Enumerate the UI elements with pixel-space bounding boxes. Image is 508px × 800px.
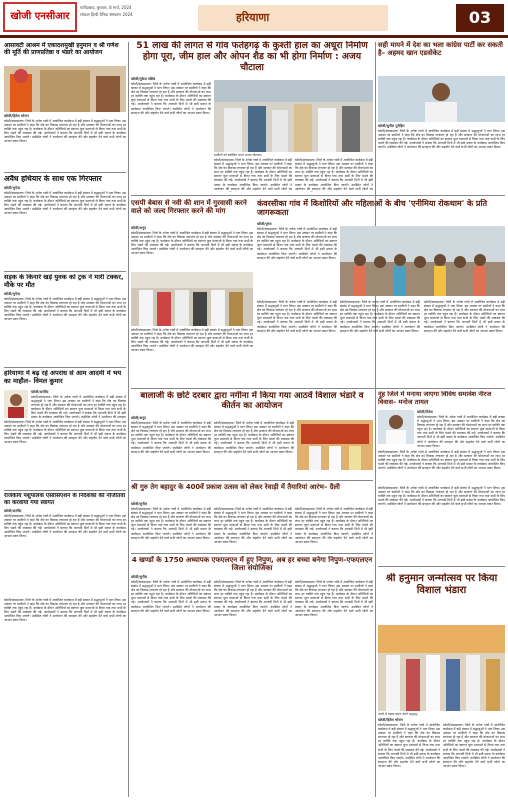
page-number-box: [456, 4, 504, 32]
byline-a1: खोजी/हितेश भोजन: [4, 114, 29, 118]
hanuman-photo: [4, 66, 126, 112]
byline-a11: खोजी/दिनेश: [417, 410, 433, 414]
person-photo: [4, 390, 28, 418]
body-a6: खोजी/संवाददाता। जिले के अनेक गांवों में आयोजित कार्यक्रम में बड़ी संख्या में श्रद्धालुओं ने भाग लिया। इस अवसर पर ग्रामीणों ने कहा कि क्षेत्र का विकास लगातार हो रहा है और सरकार की योजनाओं का लाभ हर व्यक्ति तक पहुंच रहा है। कार्यक्रम के दौरान अतिथियों का स्वागत फूल मालाओं से किया गया तथा सभी के लिए भंडारे की व्यवस्था की गई। आयोजकों ने बताया कि आगामी दिनों में भी इसी प्रकार के कार्यक्रम आयोजित किए जाएंगे। उपस्थित लोगों ने आयोजन की सराहना की और सहयोग देने वाले सभी लोगों का आभार प्रकट किया।: [4, 420, 126, 445]
body-a2-col2: खोजी/संवाददाता। जिले के अनेक गांवों में आयोजित कार्यक्रम में बड़ी संख्या में श्रद्धालुओं ने भाग लिया। इस अवसर पर ग्रामीणों ने कहा कि क्षेत्र का विकास लगातार हो रहा है और सरकार की योजनाओं का लाभ हर व्यक्ति तक पहुंच रहा है। कार्यक्रम के दौरान अतिथियों का स्वागत फूल मालाओं से किया गया तथा सभी के लिए भंडारे की व्यवस्था की गई। आयोजकों ने बताया कि आगामी दिनों में भी इसी प्रकार के कार्यक्रम आयोजित किए जाएंगे। उपस्थित लोगों ने आयोजन की सराहना की और सहयोग देने वाले सभी लोगों का: [214, 158, 292, 191]
body-a14-col2: खोजी/संवाददाता। जिले के अनेक गांवों में आयोजित कार्यक्रम में बड़ी संख्या में श्रद्धालुओं ने भाग लिया। इस अवसर पर ग्रामीणों ने कहा कि क्षेत्र का विकास लगातार हो रहा है और सरकार की योजनाओं का लाभ हर व्यक्ति तक पहुंच रहा है। कार्यक्रम के दौरान अतिथियों का स्वागत फूल मालाओं से किया गया तथा सभी के लिए भंडारे की व्यवस्था की गई। आयोजकों ने बताया कि आगामी दिनों में भी इसी प्रकार के कार्यक्रम आयोजित किए जाएंगे। उपस्थित लोगों ने आयोजन की सराहना की और सहयोग देने वाले सभी लोगों का आभार प्रकट किया।: [443, 723, 505, 768]
headline-a3: सही मायने में देश का भला कांग्रेस पार्टी कर सकती है– अहमद खान एडवोकेट: [378, 41, 503, 58]
headline-a13: 4 खण्डों के 1750 अध्यापक एफएलएन में हुए निपुण, अब हर बच्चा बनेगा निपुण–एफएलएन जिला संयोजिका: [131, 556, 373, 573]
anemia-photo: [340, 226, 505, 296]
column-rule: [128, 42, 129, 597]
masthead-meta: [80, 4, 200, 18]
divider: [4, 172, 126, 173]
body-a9-col1: खोजी/संवाददाता। जिले के अनेक गांवों में आयोजित कार्यक्रम में बड़ी संख्या में श्रद्धालुओं ने भाग लिया। इस अवसर पर ग्रामीणों ने कहा कि क्षेत्र का विकास लगातार हो रहा है और सरकार की योजनाओं का लाभ हर व्यक्ति तक पहुंच रहा है। कार्यक्रम के दौरान अतिथियों का स्वागत फूल मालाओं से किया गया तथा सभी के लिए भंडारे की व्यवस्था की गई। आयोजकों ने बताया कि आगामी दिनों में भी इसी प्रकार के कार्यक्रम आयोजित किए जाएंगे। उपस्थित लोगों ने आयोजन की सराहना की और सहयोग देने वाले सभी लोगों का आभार प्रकट किया।: [257, 227, 337, 260]
page-number: 03: [468, 8, 492, 27]
body-a8: खोजी/संवाददाता। जिले के अनेक गांवों में आयोजित कार्यक्रम में बड़ी संख्या में श्रद्धालुओं ने भाग लिया। इस अवसर पर ग्रामीणों ने कहा कि क्षेत्र का विकास लगातार हो रहा है और सरकार की योजनाओं का लाभ हर व्यक्ति तक पहुंच रहा है। कार्यक्रम के दौरान अतिथियों का स्वागत फूल मालाओं से किया गया तथा सभी के लिए भंडारे की व्यवस्था की गई। आयोजकों ने बताया कि आगामी दिनों में भी इसी प्रकार के कार्यक्रम आयोजित किए जाएंगे। उपस्थित लोगों ने आयोजन की सराहना की और सहयोग देने वाले सभी लोगों का आभार प्रकट किया।: [131, 231, 253, 256]
byline-a2: खोजी/मुकेश वशिष्ठ: [131, 77, 156, 81]
byline-a13: खोजी/सुनील: [131, 575, 148, 579]
bhandara-photo: [378, 625, 505, 711]
headline-a6: हरियाणा में बढ़ रहे अपराध से आम आदमी में भय का माहौल– विमल कुमार: [4, 370, 122, 385]
body-a12-col2: खोजी/संवाददाता। जिले के अनेक गांवों में आयोजित कार्यक्रम में बड़ी संख्या में श्रद्धालुओं ने भाग लिया। इस अवसर पर ग्रामीणों ने कहा कि क्षेत्र का विकास लगातार हो रहा है और सरकार की योजनाओं का लाभ हर व्यक्ति तक पहुंच रहा है। कार्यक्रम के दौरान अतिथियों का स्वागत फूल मालाओं से किया गया तथा सभी के लिए भंडारे की व्यवस्था की गई। आयोजकों ने बताया कि आगामी दिनों में भी इसी प्रकार के कार्यक्रम आयोजित किए जाएंगे। उपस्थित लोगों ने आयोजन की सराहना की और सहयोग देने वाले सभी लोगों का आभार प्रकट किया।: [214, 507, 292, 544]
byline-a14: खोजी/हितेश भोजन: [378, 718, 403, 722]
byline-a3: खोजी/सुनील पुरोहित: [378, 124, 405, 128]
body-a11-top: खोजी/संवाददाता। जिले के अनेक गांवों में आयोजित कार्यक्रम में बड़ी संख्या में श्रद्धालुओं ने भाग लिया। इस अवसर पर ग्रामीणों ने कहा कि क्षेत्र का विकास लगातार हो रहा है और सरकार की योजनाओं का लाभ हर व्यक्ति तक पहुंच रहा है। कार्यक्रम के दौरान अतिथियों का स्वागत फूल मालाओं से किया गया तथा सभी के लिए भंडारे की व्यवस्था की गई। आयोजकों ने बताया कि आगामी दिनों में भी इसी प्रकार के कार्यक्रम आयोजित किए जाएंगे। उपस्थित लोगों ने आयोजन की सराहना की और सहयोग देने वाले सभी लोगों का आभार प्रकट किया।: [417, 415, 505, 448]
headline-a4: अवैध हथियार के साथ एक गिरफ्तार: [4, 175, 102, 183]
chautala-photo: [214, 80, 373, 152]
body-a2-col3: खोजी/संवाददाता। जिले के अनेक गांवों में आयोजित कार्यक्रम में बड़ी संख्या में श्रद्धालुओं ने भाग लिया। इस अवसर पर ग्रामीणों ने कहा कि क्षेत्र का विकास लगातार हो रहा है और सरकार की योजनाओं का लाभ हर व्यक्ति तक पहुंच रहा है। कार्यक्रम के दौरान अतिथियों का स्वागत फूल मालाओं से किया गया तथा सभी के लिए भंडारे की व्यवस्था की गई। आयोजकों ने बताया कि आगामी दिनों में भी इसी प्रकार के कार्यक्रम आयोजित किए जाएंगे। उपस्थित लोगों ने आयोजन की सराहना की और सहयोग देने वाले सभी लोगों का: [295, 158, 373, 191]
body-a1: खोजी/संवाददाता। जिले के अनेक गांवों में आयोजित कार्यक्रम में बड़ी संख्या में श्रद्धालुओं ने भाग लिया। इस अवसर पर ग्रामीणों ने कहा कि क्षेत्र का विकास लगातार हो रहा है और सरकार की योजनाओं का लाभ हर व्यक्ति तक पहुंच रहा है। कार्यक्रम के दौरान अतिथियों का स्वागत फूल मालाओं से किया गया तथा सभी के लिए भंडारे की व्यवस्था की गई। आयोजकों ने बताया कि आगामी दिनों में भी इसी प्रकार के कार्यक्रम आयोजित किए जाएंगे। उपस्थित लोगों ने आयोजन की सराहना की और सहयोग देने वाले सभी लोगों का आभार प्रकट किया।: [4, 119, 126, 144]
khan-photo: [378, 76, 505, 122]
brand-logo: [3, 2, 77, 32]
caption-bhandara: भंडारे में प्रसाद ग्रहण करते श्रद्धालु।: [378, 712, 418, 716]
byline-a9: खोजी/पुष्पा: [257, 222, 272, 226]
column-rule: [128, 597, 129, 797]
headline-a9: कंवरसीका गांव में किशोरियों और महिलाओं के बीच 'एनीमिया रोकथाम' के प्रति जागरूकता: [257, 199, 488, 218]
caption-chautala: ग्रामीणों को संबोधित करते अजय चौटाला।: [214, 153, 262, 157]
headline-a10: बालाजी के छोटे दरबार द्वारा नगीना में किया गया आठवें विशाल भंडारे व कीर्तन का आयोजन: [140, 391, 364, 412]
body-a10-col2: खोजी/संवाददाता। जिले के अनेक गांवों में आयोजित कार्यक्रम में बड़ी संख्या में श्रद्धालुओं ने भाग लिया। इस अवसर पर ग्रामीणों ने कहा कि क्षेत्र का विकास लगातार हो रहा है और सरकार की योजनाओं का लाभ हर व्यक्ति तक पहुंच रहा है। कार्यक्रम के दौरान अतिथियों का स्वागत फूल मालाओं से किया गया तथा सभी के लिए भंडारे की व्यवस्था की गई। आयोजकों ने बताया कि आगामी दिनों में भी इसी प्रकार के कार्यक्रम आयोजित किए जाएंगे। उपस्थित लोगों ने आयोजन की सराहना की और सहयोग देने वाले सभी लोगों का आभार प्रकट किया।: [214, 421, 294, 454]
headline-a14: श्री हनुमान जन्मोत्सव पर किया विशाल भंडारा: [385, 573, 498, 596]
headline-a1: आसावटी आश्रम में एकादशमुखी हनुमान व श्री गणेश की मूर्ति की प्राणप्रतिष्ठा व भंडारे का आयोजन: [4, 42, 119, 57]
divider: [131, 195, 505, 196]
body-a2-col1: खोजी/संवाददाता। जिले के अनेक गांवों में आयोजित कार्यक्रम में बड़ी संख्या में श्रद्धालुओं ने भाग लिया। इस अवसर पर ग्रामीणों ने कहा कि क्षेत्र का विकास लगातार हो रहा है और सरकार की योजनाओं का लाभ हर व्यक्ति तक पहुंच रहा है। कार्यक्रम के दौरान अतिथियों का स्वागत फूल मालाओं से किया गया तथा सभी के लिए भंडारे की व्यवस्था की गई। आयोजकों ने बताया कि आगामी दिनों में भी इसी प्रकार के कार्यक्रम आयोजित किए जाएंगे। उपस्थित लोगों ने आयोजन की सराहना की और सहयोग देने वाले सभी लोगों का आभार प्रकट किया।: [131, 82, 211, 115]
body-a3: खोजी/संवाददाता। जिले के अनेक गांवों में आयोजित कार्यक्रम में बड़ी संख्या में श्रद्धालुओं ने भाग लिया। इस अवसर पर ग्रामीणों ने कहा कि क्षेत्र का विकास लगातार हो रहा है और सरकार की योजनाओं का लाभ हर व्यक्ति तक पहुंच रहा है। कार्यक्रम के दौरान अतिथियों का स्वागत फूल मालाओं से किया गया तथा सभी के लिए भंडारे की व्यवस्था की गई। आयोजकों ने बताया कि आगामी दिनों में भी इसी प्रकार के कार्यक्रम आयोजित किए जाएंगे। उपस्थित लोगों ने आयोजन की सराहना की और सहयोग देने वाले सभी लोगों का आभार प्रकट किया।: [378, 129, 505, 150]
body-a13-col3: खोजी/संवाददाता। जिले के अनेक गांवों में आयोजित कार्यक्रम में बड़ी संख्या में श्रद्धालुओं ने भाग लिया। इस अवसर पर ग्रामीणों ने कहा कि क्षेत्र का विकास लगातार हो रहा है और सरकार की योजनाओं का लाभ हर व्यक्ति तक पहुंच रहा है। कार्यक्रम के दौरान अतिथियों का स्वागत फूल मालाओं से किया गया तथा सभी के लिए भंडारे की व्यवस्था की गई। आयोजकों ने बताया कि आगामी दिनों में भी इसी प्रकार के कार्यक्रम आयोजित किए जाएंगे। उपस्थित लोगों ने आयोजन की सराहना की और सहयोग देने वाले सभी लोगों का आभार प्रकट किया।: [295, 580, 373, 617]
body-a14-col1: खोजी/संवाददाता। जिले के अनेक गांवों में आयोजित कार्यक्रम में बड़ी संख्या में श्रद्धालुओं ने भाग लिया। इस अवसर पर ग्रामीणों ने कहा कि क्षेत्र का विकास लगातार हो रहा है और सरकार की योजनाओं का लाभ हर व्यक्ति तक पहुंच रहा है। कार्यक्रम के दौरान अतिथियों का स्वागत फूल मालाओं से किया गया तथा सभी के लिए भंडारे की व्यवस्था की गई। आयोजकों ने बताया कि आगामी दिनों में भी इसी प्रकार के कार्यक्रम आयोजित किए जाएंगे। उपस्थित लोगों ने आयोजन की सराहना की और सहयोग देने वाले सभी लोगों का आभार प्रकट किया।: [378, 723, 440, 768]
masthead: [0, 0, 508, 38]
body-a9-col3: खोजी/संवाददाता। जिले के अनेक गांवों में आयोजित कार्यक्रम में बड़ी संख्या में श्रद्धालुओं ने भाग लिया। इस अवसर पर ग्रामीणों ने कहा कि क्षेत्र का विकास लगातार हो रहा है और सरकार की योजनाओं का लाभ हर व्यक्ति तक पहुंच रहा है। कार्यक्रम के दौरान अतिथियों का स्वागत फूल मालाओं से किया गया तथा सभी के लिए भंडारे की व्यवस्था की गई। आयोजकों ने बताया कि आगामी दिनों में भी इसी प्रकार के कार्यक्रम आयोजित किए जाएंगे। उपस्थित लोगों ने आयोजन की सराहना की और सहयोग देने वाले सभी लोगों का आभार प्रकट किया।: [424, 300, 505, 333]
body-a12-col3: खोजी/संवाददाता। जिले के अनेक गांवों में आयोजित कार्यक्रम में बड़ी संख्या में श्रद्धालुओं ने भाग लिया। इस अवसर पर ग्रामीणों ने कहा कि क्षेत्र का विकास लगातार हो रहा है और सरकार की योजनाओं का लाभ हर व्यक्ति तक पहुंच रहा है। कार्यक्रम के दौरान अतिथियों का स्वागत फूल मालाओं से किया गया तथा सभी के लिए भंडारे की व्यवस्था की गई। आयोजकों ने बताया कि आगामी दिनों में भी इसी प्रकार के कार्यक्रम आयोजित किए जाएंगे। उपस्थित लोगों ने आयोजन की सराहना की और सहयोग देने वाले सभी लोगों का आभार प्रकट किया।: [295, 507, 373, 544]
divider: [4, 367, 126, 368]
body-a6-top: खोजी/संवाददाता। जिले के अनेक गांवों में आयोजित कार्यक्रम में बड़ी संख्या में श्रद्धालुओं ने भाग लिया। इस अवसर पर ग्रामीणों ने कहा कि क्षेत्र का विकास लगातार हो रहा है और सरकार की योजनाओं का लाभ हर व्यक्ति तक पहुंच रहा है। कार्यक्रम के दौरान अतिथियों का स्वागत फूल मालाओं से किया गया तथा सभी के लिए भंडारे की व्यवस्था की गई। आयोजकों ने बताया कि आगामी दिनों में भी इसी प्रकार के कार्यक्रम आयोजित किए जाएंगे। उपस्थित लोगों ने आयोजन की सराहना: [31, 395, 126, 419]
body-a7-b: खोजी/संवाददाता। जिले के अनेक गांवों में आयोजित कार्यक्रम में बड़ी संख्या में श्रद्धालुओं ने भाग लिया। इस अवसर पर ग्रामीणों ने कहा कि क्षेत्र का विकास लगातार हो रहा है और सरकार की योजनाओं का लाभ हर व्यक्ति तक पहुंच रहा है। कार्यक्रम के दौरान अतिथियों का स्वागत फूल मालाओं से किया गया तथा सभी के लिए भंडारे की व्यवस्था की गई। आयोजकों ने बताया कि आगामी दिनों में भी इसी प्रकार के कार्यक्रम आयोजित किए जाएंगे। उपस्थित लोगों ने आयोजन की सराहना की और सहयोग देने वाले सभी लोगों का आभार प्रकट किया।: [4, 598, 126, 623]
byline-a4: खोजी/भुपेन्द्र: [4, 186, 20, 190]
byline-a6: खोजी/अरविंद: [31, 390, 49, 394]
body-a11: खोजी/संवाददाता। जिले के अनेक गांवों में आयोजित कार्यक्रम में बड़ी संख्या में श्रद्धालुओं ने भाग लिया। इस अवसर पर ग्रामीणों ने कहा कि क्षेत्र का विकास लगातार हो रहा है और सरकार की योजनाओं का लाभ हर व्यक्ति तक पहुंच रहा है। कार्यक्रम के दौरान अतिथियों का स्वागत फूल मालाओं से किया गया तथा सभी के लिए भंडारे की व्यवस्था की गई। आयोजकों ने बताया कि आगामी दिनों में भी इसी प्रकार के कार्यक्रम आयोजित किए जाएंगे। उपस्थित लोगों ने आयोजन की सराहना की और सहयोग देने वाले सभी लोगों का आभार प्रकट किया।: [378, 450, 505, 471]
headline-a12: श्री गुरु तेग बहादुर के 400वें प्रकाश उत्सव को लेकर रेवाड़ी में तैयारियां आरंभ– ग्रैली: [131, 483, 340, 491]
section-banner: [198, 5, 388, 31]
divider: [4, 271, 126, 272]
balaji-photo: [297, 420, 373, 470]
section-title: हरियाणा: [236, 11, 270, 24]
headline-a7: राजकीय पशुपालक एसोसिएशन के निदेशकों की नौजीतवा का करवाया गया स्वागत: [4, 493, 126, 506]
tayal-photo: [378, 410, 414, 444]
body-a13-col2: खोजी/संवाददाता। जिले के अनेक गांवों में आयोजित कार्यक्रम में बड़ी संख्या में श्रद्धालुओं ने भाग लिया। इस अवसर पर ग्रामीणों ने कहा कि क्षेत्र का विकास लगातार हो रहा है और सरकार की योजनाओं का लाभ हर व्यक्ति तक पहुंच रहा है। कार्यक्रम के दौरान अतिथियों का स्वागत फूल मालाओं से किया गया तथा सभी के लिए भंडारे की व्यवस्था की गई। आयोजकों ने बताया कि आगामी दिनों में भी इसी प्रकार के कार्यक्रम आयोजित किए जाएंगे। उपस्थित लोगों ने आयोजन की सराहना की और सहयोग देने वाले सभी लोगों का आभार प्रकट किया।: [214, 580, 292, 617]
headline-a8: एसपी बेबास से नवी की शान में गुरवासी करने वाले को जल्द गिरफ्तार करने की मांग: [131, 199, 247, 216]
body-a7: खोजी/संवाददाता। जिले के अनेक गांवों में आयोजित कार्यक्रम में बड़ी संख्या में श्रद्धालुओं ने भाग लिया। इस अवसर पर ग्रामीणों ने कहा कि क्षेत्र का विकास लगातार हो रहा है और सरकार की योजनाओं का लाभ हर व्यक्ति तक पहुंच रहा है। कार्यक्रम के दौरान अतिथियों का स्वागत फूल मालाओं से किया गया तथा सभी के लिए भंडारे की व्यवस्था की गई। आयोजकों ने बताया कि आगामी दिनों में भी इसी प्रकार के कार्यक्रम आयोजित किए जाएंगे। उपस्थित लोगों ने आयोजन की सराहना की और सहयोग देने वाले सभी लोगों का आभार प्रकट किया।: [4, 514, 126, 539]
byline-a10: खोजी/अनूप: [131, 416, 147, 420]
body-a9-col0: खोजी/संवाददाता। जिले के अनेक गांवों में आयोजित कार्यक्रम में बड़ी संख्या में श्रद्धालुओं ने भाग लिया। इस अवसर पर ग्रामीणों ने कहा कि क्षेत्र का विकास लगातार हो रहा है और सरकार की योजनाओं का लाभ हर व्यक्ति तक पहुंच रहा है। कार्यक्रम के दौरान अतिथियों का स्वागत फूल मालाओं से किया गया तथा सभी के लिए भंडारे की व्यवस्था की गई। आयोजकों ने बताया कि आगामी दिनों में भी इसी प्रकार के कार्यक्रम आयोजित किए जाएंगे। उपस्थित लोगों ने आयोजन की सराहना की और सहयोग देने वाले सभी लोगों का आभार प्रकट किया।: [257, 300, 337, 333]
byline-a5: खोजी/भुपेन्द्र: [4, 292, 20, 296]
body-a4: खोजी/संवाददाता। जिले के अनेक गांवों में आयोजित कार्यक्रम में बड़ी संख्या में श्रद्धालुओं ने भाग लिया। इस अवसर पर ग्रामीणों ने कहा कि क्षेत्र का विकास लगातार हो रहा है और सरकार की योजनाओं का लाभ हर व्यक्ति तक पहुंच रहा है। कार्यक्रम के दौरान अतिथियों का स्वागत फूल मालाओं से किया गया तथा सभी के लिए भंडारे की व्यवस्था की गई। आयोजकों ने बताया कि आगामी दिनों में भी इसी प्रकार के कार्यक्रम आयोजित किए जाएंगे। उपस्थित लोगों ने आयोजन की सराहना की और सहयोग देने वाले सभी लोगों का आभार प्रकट किया।: [4, 191, 126, 216]
column-rule: [375, 597, 376, 797]
body-a12-col1: खोजी/संवाददाता। जिले के अनेक गांवों में आयोजित कार्यक्रम में बड़ी संख्या में श्रद्धालुओं ने भाग लिया। इस अवसर पर ग्रामीणों ने कहा कि क्षेत्र का विकास लगातार हो रहा है और सरकार की योजनाओं का लाभ हर व्यक्ति तक पहुंच रहा है। कार्यक्रम के दौरान अतिथियों का स्वागत फूल मालाओं से किया गया तथा सभी के लिए भंडारे की व्यवस्था की गई। आयोजकों ने बताया कि आगामी दिनों में भी इसी प्रकार के कार्यक्रम आयोजित किए जाएंगे। उपस्थित लोगों ने आयोजन की सराहना की और सहयोग देने वाले सभी लोगों का आभार प्रकट किया।: [131, 507, 211, 540]
divider: [131, 388, 505, 389]
headline-a5: सड़क के किनारे खड़े युवक को ट्रक ने मारी टक्कर, मौके पर मौत: [4, 274, 124, 289]
byline-a7: खोजी/अरविंद: [4, 509, 22, 513]
divider: [131, 553, 373, 554]
date-line: फरीदाबाद, बुधवार, 8 मार्च, 2024: [80, 5, 132, 10]
body-a5: खोजी/संवाददाता। जिले के अनेक गांवों में आयोजित कार्यक्रम में बड़ी संख्या में श्रद्धालुओं ने भाग लिया। इस अवसर पर ग्रामीणों ने कहा कि क्षेत्र का विकास लगातार हो रहा है और सरकार की योजनाओं का लाभ हर व्यक्ति तक पहुंच रहा है। कार्यक्रम के दौरान अतिथियों का स्वागत फूल मालाओं से किया गया तथा सभी के लिए भंडारे की व्यवस्था की गई। आयोजकों ने बताया कि आगामी दिनों में भी इसी प्रकार के कार्यक्रम आयोजित किए जाएंगे। उपस्थित लोगों ने आयोजन की सराहना की और सहयोग देने वाले सभी लोगों का आभार प्रकट किया।: [4, 297, 126, 322]
edition-line: लोकल हिन्दी दैनिक संस्करण 2024: [80, 12, 133, 17]
divider: [4, 490, 126, 491]
body-a11-b: खोजी/संवाददाता। जिले के अनेक गांवों में आयोजित कार्यक्रम में बड़ी संख्या में श्रद्धालुओं ने भाग लिया। इस अवसर पर ग्रामीणों ने कहा कि क्षेत्र का विकास लगातार हो रहा है और सरकार की योजनाओं का लाभ हर व्यक्ति तक पहुंच रहा है। कार्यक्रम के दौरान अतिथियों का स्वागत फूल मालाओं से किया गया तथा सभी के लिए भंडारे की व्यवस्था की गई। आयोजकों ने बताया कि आगामी दिनों में भी इसी प्रकार के कार्यक्रम आयोजित किए जाएंगे। उपस्थित लोगों ने आयोजन की सराहना की और सहयोग देने वाले सभी लोगों का आभार प्रकट किया।: [378, 486, 505, 507]
body-a10-col1: खोजी/संवाददाता। जिले के अनेक गांवों में आयोजित कार्यक्रम में बड़ी संख्या में श्रद्धालुओं ने भाग लिया। इस अवसर पर ग्रामीणों ने कहा कि क्षेत्र का विकास लगातार हो रहा है और सरकार की योजनाओं का लाभ हर व्यक्ति तक पहुंच रहा है। कार्यक्रम के दौरान अतिथियों का स्वागत फूल मालाओं से किया गया तथा सभी के लिए भंडारे की व्यवस्था की गई। आयोजकों ने बताया कि आगामी दिनों में भी इसी प्रकार के कार्यक्रम आयोजित किए जाएंगे। उपस्थित लोगों ने आयोजन की सराहना की और सहयोग देने वाले सभी लोगों का आभार प्रकट किया।: [131, 421, 211, 454]
body-a13-col1: खोजी/संवाददाता। जिले के अनेक गांवों में आयोजित कार्यक्रम में बड़ी संख्या में श्रद्धालुओं ने भाग लिया। इस अवसर पर ग्रामीणों ने कहा कि क्षेत्र का विकास लगातार हो रहा है और सरकार की योजनाओं का लाभ हर व्यक्ति तक पहुंच रहा है। कार्यक्रम के दौरान अतिथियों का स्वागत फूल मालाओं से किया गया तथा सभी के लिए भंडारे की व्यवस्था की गई। आयोजकों ने बताया कि आगामी दिनों में भी इसी प्रकार के कार्यक्रम आयोजित किए जाएंगे। उपस्थित लोगों ने आयोजन की सराहना की और सहयोग देने वाले सभी लोगों का आभार प्रकट किया।: [131, 580, 211, 613]
headline-a11: नूंह जिले में मनाया जाएगा विविध समावेश नीरज विवास– मनोज तायल: [378, 391, 492, 406]
divider: [378, 566, 505, 567]
headline-a2: 51 लाख की लागत से गांव फतेहगढ़ के कुश्ती हाल का अधूरा निर्माण होगा पूरा, जीम हाल और ओपन शैड का भी होगा निर्माण : अजय चौटाला: [136, 41, 368, 73]
byline-a8: खोजी/अनूप: [131, 226, 147, 230]
brand-name: खोजी एनसीआर: [10, 11, 70, 22]
body-a8-b: खोजी/संवाददाता। जिले के अनेक गांवों में आयोजित कार्यक्रम में बड़ी संख्या में श्रद्धालुओं ने भाग लिया। इस अवसर पर ग्रामीणों ने कहा कि क्षेत्र का विकास लगातार हो रहा है और सरकार की योजनाओं का लाभ हर व्यक्ति तक पहुंच रहा है। कार्यक्रम के दौरान अतिथियों का स्वागत फूल मालाओं से किया गया तथा सभी के लिए भंडारे की व्यवस्था की गई। आयोजकों ने बताया कि आगामी दिनों में भी इसी प्रकार के कार्यक्रम आयोजित किए जाएंगे। उपस्थित लोगों ने आयोजन की सराहना की और सहयोग देने वाले सभी लोगों का आभार प्रकट किया।: [131, 328, 253, 353]
body-a9-col2: खोजी/संवाददाता। जिले के अनेक गांवों में आयोजित कार्यक्रम में बड़ी संख्या में श्रद्धालुओं ने भाग लिया। इस अवसर पर ग्रामीणों ने कहा कि क्षेत्र का विकास लगातार हो रहा है और सरकार की योजनाओं का लाभ हर व्यक्ति तक पहुंच रहा है। कार्यक्रम के दौरान अतिथियों का स्वागत फूल मालाओं से किया गया तथा सभी के लिए भंडारे की व्यवस्था की गई। आयोजकों ने बताया कि आगामी दिनों में भी इसी प्रकार के कार्यक्रम आयोजित किए जाएंगे। उपस्थित लोगों ने आयोजन की सराहना की और सहयोग देने वाले सभी लोगों का आभार प्रकट किया।: [340, 300, 420, 333]
byline-a12: खोजी/सुनील: [131, 502, 148, 506]
divider: [131, 480, 373, 481]
group-photo: [131, 272, 253, 326]
